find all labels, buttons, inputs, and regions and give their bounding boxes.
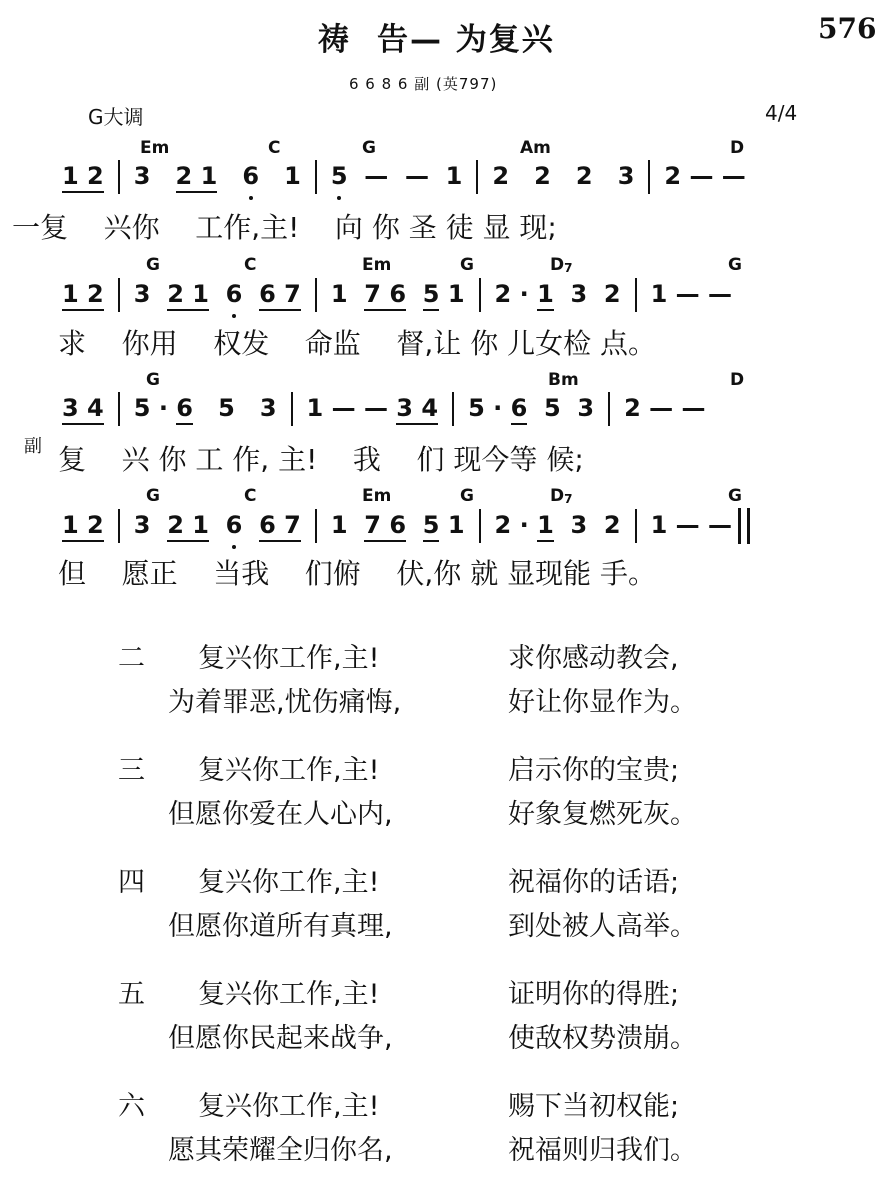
verse-line: 祝福则归我们。	[508, 1135, 697, 1166]
verse-line: 但愿你道所有真理,	[168, 911, 393, 942]
chord-label: C	[244, 255, 257, 275]
meter-info: 6 6 8 6 副 (英797)	[349, 75, 498, 93]
verse-line: 复兴你工作,主!	[198, 643, 380, 674]
lyric-line: 但 愿正 当我 们俯 伏,你 就 显现能 手。	[58, 557, 657, 590]
chord-label: Em	[362, 255, 392, 275]
verse-line: 复兴你工作,主!	[198, 979, 380, 1010]
chord-label: C	[268, 138, 281, 158]
chord-label: G	[146, 486, 160, 506]
title-subtitle: — 为复兴	[410, 22, 555, 58]
verse-line: 但愿你民起来战争,	[168, 1023, 393, 1054]
verse-number: 五	[118, 979, 145, 1010]
title-char-1: 祷	[318, 22, 351, 58]
verse-line: 证明你的得胜;	[508, 979, 680, 1010]
notation-line: 1 2 3 2 1 6 6 7 1 7 6 5 1 2 · 1 3 2 1 — —	[62, 278, 732, 312]
chord-label: C	[244, 486, 257, 506]
verse-number: 二	[118, 643, 145, 674]
verse-line: 复兴你工作,主!	[198, 1091, 380, 1122]
verse-line: 启示你的宝贵;	[508, 755, 680, 786]
key-signature: G大调	[88, 105, 144, 129]
title-char-2: 告	[377, 22, 410, 58]
chord-label: G	[728, 486, 742, 506]
refrain-mark: 副	[21, 436, 42, 454]
verse-line: 求你感动教会,	[508, 643, 679, 674]
hymn-number: 576	[818, 12, 877, 45]
chord-label: G	[362, 138, 376, 158]
verse-number: 四	[118, 867, 145, 898]
chord-label: G	[146, 370, 160, 390]
verse-line: 到处被人高举。	[508, 911, 697, 942]
chord-label: G	[460, 486, 474, 506]
chord-label: D	[730, 138, 745, 158]
lyric-line: 求 你用 权发 命监 督,让 你 儿女检 点。	[58, 327, 657, 360]
time-signature: 4/4	[765, 101, 798, 125]
notation-line: 3 4 5 · 6 5 3 1 — — 3 4 5 · 6 5 3 2 — —	[62, 392, 706, 426]
hymn-title	[318, 14, 555, 59]
chord-label: G	[146, 255, 160, 275]
chord-label: $D_7$	[550, 486, 573, 506]
notation-line: 1 2 3 2 1 6 6 7 1 7 6 5 1 2 · 1 3 2 1 — —	[62, 508, 750, 544]
verse-number: 三	[118, 755, 145, 786]
chord-label: $D_7$	[550, 255, 573, 275]
verse-line: 好让你显作为。	[508, 687, 697, 718]
verse-line: 愿其荣耀全归你名,	[168, 1135, 393, 1166]
verse-line: 但愿你爱在人心内,	[168, 799, 393, 830]
verse-line: 复兴你工作,主!	[198, 867, 380, 898]
lyric-line: 一复 兴你 工作,主! 向 你 圣 徒 显 现;	[12, 211, 557, 244]
chord-label: D	[730, 370, 745, 390]
verse-line: 复兴你工作,主!	[198, 755, 380, 786]
verse-line: 祝福你的话语;	[508, 867, 680, 898]
verse-line: 赐下当初权能;	[508, 1091, 680, 1122]
lyric-line: 复 兴 你 工 作, 主! 我 们 现今等 候;	[58, 443, 584, 476]
verse-line: 为着罪恶,忧伤痛悔,	[168, 687, 402, 718]
chord-label: Am	[520, 138, 551, 158]
verse-number: 六	[118, 1091, 145, 1122]
chord-label: G	[460, 255, 474, 275]
verse-line: 好象复燃死灰。	[508, 799, 697, 830]
chord-label: G	[728, 255, 742, 275]
chord-label: Em	[362, 486, 392, 506]
verse-line: 使敌权势溃崩。	[508, 1023, 697, 1054]
chord-label: Bm	[548, 370, 579, 390]
notation-line: 1 2 3 2 1 6 1 5 — — 1 2 2 2 3 2 — —	[62, 160, 746, 194]
chord-label: Em	[140, 138, 170, 158]
